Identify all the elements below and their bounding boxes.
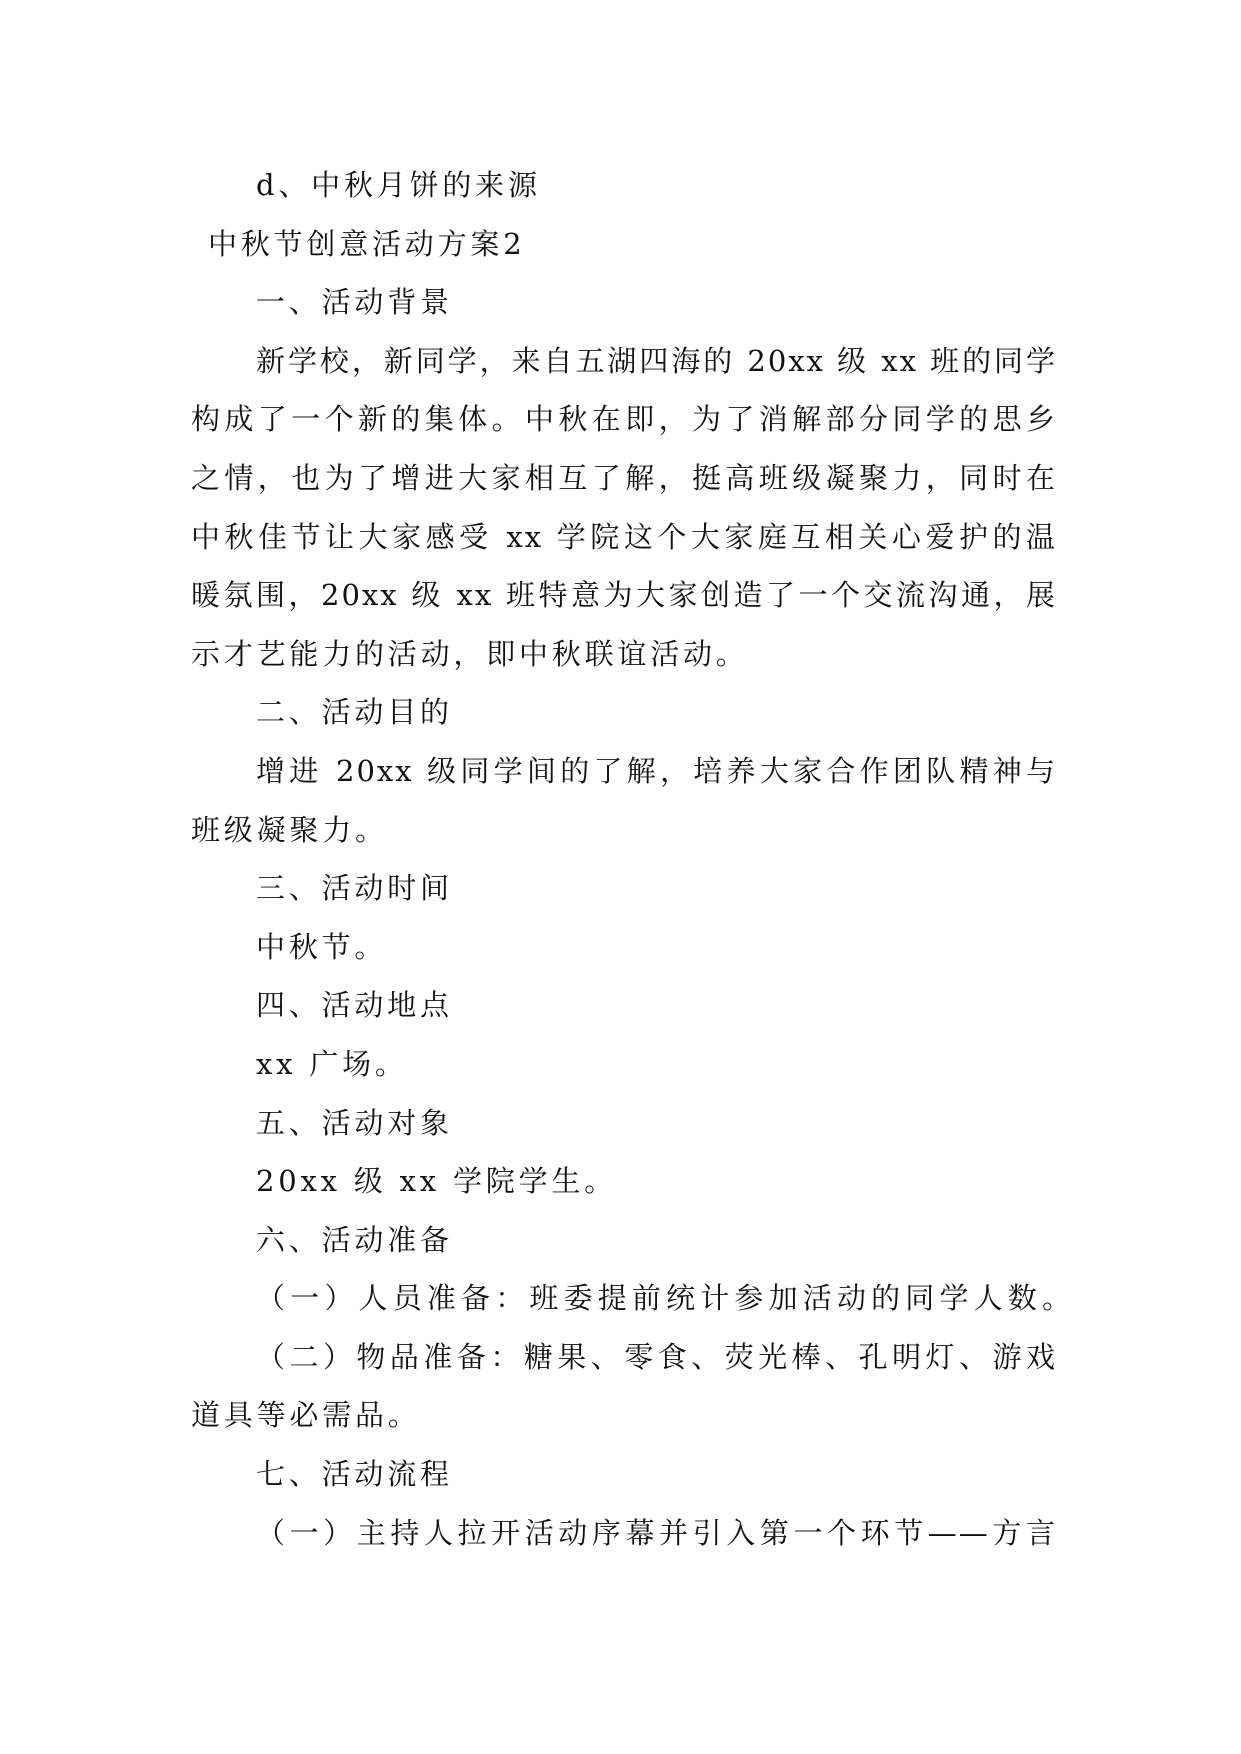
paragraph-line: 班级凝聚力。 xyxy=(191,812,388,847)
paragraph-line: 之情，也为了增进大家相互了解，挺高班级凝聚力，同时在 xyxy=(191,460,1057,495)
section-heading-location: 四、活动地点 xyxy=(256,988,453,1023)
paragraph-line: 新学校，新同学，来自五湖四海的 20xx 级 xx 班的同学 xyxy=(256,343,1057,378)
paragraph-line: 示才艺能力的活动，即中秋联谊活动。 xyxy=(191,636,749,671)
list-item-line: （一）主持人拉开活动序幕并引入第一个环节——方言 xyxy=(256,1515,1057,1550)
section-heading-process: 七、活动流程 xyxy=(256,1457,453,1492)
previous-item-line: d、中秋月饼的来源 xyxy=(256,168,541,202)
document-title: 中秋节创意活动方案2 xyxy=(208,226,526,261)
section-heading-time: 三、活动时间 xyxy=(256,871,453,906)
paragraph-line: 中秋节。 xyxy=(256,929,388,964)
section-heading-purpose: 二、活动目的 xyxy=(256,695,453,730)
paragraph-line: xx 广场。 xyxy=(256,1046,408,1081)
paragraph-line: 20xx 级 xx 学院学生。 xyxy=(256,1164,617,1199)
section-heading-preparation: 六、活动准备 xyxy=(256,1222,453,1257)
list-item-line: （一）人员准备：班委提前统计参加活动的同学人数。 xyxy=(256,1281,1073,1316)
document-body xyxy=(191,156,1073,1562)
section-heading-audience: 五、活动对象 xyxy=(256,1105,453,1140)
paragraph-line: 增进 20xx 级同学间的了解，培养大家合作团队精神与 xyxy=(256,753,1057,788)
paragraph-line: 中秋佳节让大家感受 xx 学院这个大家庭互相关心爱护的温 xyxy=(191,519,1057,554)
section-heading-background: 一、活动背景 xyxy=(256,285,453,320)
list-item-line: （二）物品准备：糖果、零食、荧光棒、孔明灯、游戏 xyxy=(256,1339,1057,1374)
paragraph-line: 暖氛围，20xx 级 xx 班特意为大家创造了一个交流沟通，展 xyxy=(191,578,1057,613)
list-item-line: 道具等必需品。 xyxy=(191,1398,421,1433)
paragraph-line: 构成了一个新的集体。中秋在即，为了消解部分同学的思乡 xyxy=(191,402,1057,437)
